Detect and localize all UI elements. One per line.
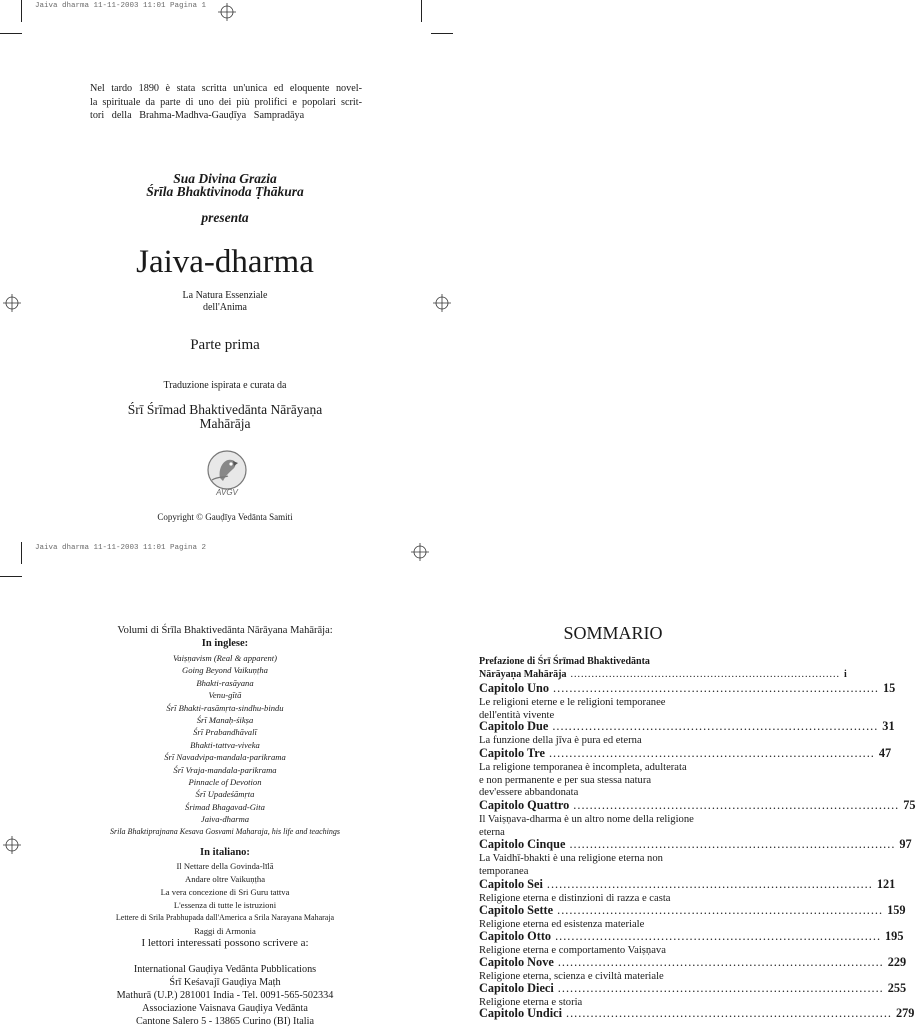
list-item: Śrī Manaḥ-śikṣa bbox=[196, 715, 254, 726]
intro-paragraph bbox=[90, 82, 362, 123]
toc-row bbox=[479, 929, 904, 944]
toc-entry-description: dev'essere abbandonata bbox=[479, 787, 579, 799]
list-item: Lettere di Srila Prabhupada dall'America a Srila Narayana Maharaja bbox=[115, 912, 335, 922]
list-item: Pinnacle of Devotion bbox=[188, 777, 262, 788]
list-item: Śrī Bhakti-rasāmṛta-sindhu-bindu bbox=[166, 702, 284, 713]
list-item: Śrimad Bhagavad-Gita bbox=[185, 801, 265, 812]
toc-entry-title: Nārāyaṇa Mahārāja bbox=[479, 669, 567, 680]
toc-page-number: 279 bbox=[895, 1006, 915, 1020]
toc-leader-dots: ................................................................................ bbox=[569, 837, 896, 851]
toc-entry-description: temporanea bbox=[479, 865, 529, 877]
registration-mark-icon bbox=[3, 294, 21, 312]
author-line: Sua Divina Grazia bbox=[173, 171, 277, 186]
author-name: Śrīla Bhaktivinoda Ṭhākura bbox=[146, 184, 304, 199]
address-line: Associazione Vaisnava Gauḍiya Vedānta bbox=[142, 1003, 308, 1014]
toc-leader-dots: ................................................................................ bbox=[557, 903, 884, 917]
toc-row bbox=[479, 981, 907, 996]
toc-entry-title: Capitolo Nove bbox=[479, 955, 554, 969]
address-line: Mathurā (U.P.) 281001 India - Tel. 0091-565-502334 bbox=[116, 990, 334, 1001]
volumes-heading: Volumi di Śrīla Bhaktivedānta Nārāyana Mahārāja: bbox=[117, 625, 333, 636]
crop-mark bbox=[421, 0, 422, 22]
toc-entry-description: La religione temporanea è incompleta, adulterata bbox=[479, 762, 687, 773]
crop-mark bbox=[431, 33, 453, 34]
toc-entry-description: Religione eterna ed esistenza materiale bbox=[479, 919, 645, 930]
subtitle-line: dell'Anima bbox=[202, 302, 247, 313]
toc-page-number: i bbox=[844, 669, 847, 680]
toc-entry-title: Capitolo Undici bbox=[479, 1006, 563, 1020]
toc-entry-description: Il Vaiṣṇava-dharma è un altro nome della religione bbox=[479, 814, 694, 825]
page1-header: Jaiva dharma 11-11-2003 11:01 Pagina 1 bbox=[35, 2, 207, 10]
toc-entry-description: Religione eterna e comportamento Vaiṣṇava bbox=[479, 945, 666, 956]
toc-page-number: 31 bbox=[882, 719, 895, 733]
page2-header: Jaiva dharma 11-11-2003 11:01 Pagina 2 bbox=[35, 544, 207, 552]
toc-row bbox=[479, 837, 912, 852]
toc-leader-dots: ................................................................................ bbox=[557, 981, 884, 995]
translator-name: Śrī Śrīmad Bhaktivedānta Nārāyaṇa bbox=[127, 402, 323, 417]
toc-entry-title: Capitolo Due bbox=[479, 719, 549, 733]
toc-row-preface bbox=[479, 669, 847, 680]
intro-line: tori della Brahma-Madhva-Gauḍīya Sampradāya bbox=[90, 110, 305, 121]
toc-entry-description: La Vaidhī-bhakti è una religione eterna non bbox=[479, 853, 663, 864]
list-item: Śrī Prabandhāvalī bbox=[193, 727, 257, 738]
toc-entry-description: Religione eterna, scienza e civiltà materiale bbox=[479, 971, 664, 982]
toc-page-number: 75 bbox=[903, 798, 916, 812]
address-line: International Gauḍiya Vedānta Pubblications bbox=[133, 964, 317, 975]
presenta-label: presenta bbox=[201, 210, 249, 225]
list-item: Il Nettare della Govinda-līlā bbox=[176, 861, 274, 871]
toc-row bbox=[479, 681, 896, 696]
list-item: Jaiva-dharma bbox=[200, 814, 250, 825]
intro-line: Nel tardo 1890 è stata scritta un'unica ed eloquente novel- bbox=[90, 83, 362, 94]
list-item: Raggi di Armonia bbox=[194, 925, 256, 936]
toc-row bbox=[479, 877, 896, 892]
list-item: Bhakti-rasāyana bbox=[196, 677, 254, 688]
italian-heading: In italiano: bbox=[200, 847, 250, 858]
toc-row bbox=[479, 1006, 915, 1021]
translator-name: Mahārāja bbox=[199, 416, 251, 431]
toc-entry-title: Capitolo Tre bbox=[479, 746, 545, 760]
part-label: Parte prima bbox=[190, 337, 260, 353]
toc-entry-description: dell'entità vivente bbox=[479, 709, 555, 721]
toc-leader-dots: ................................................................................ bbox=[566, 1006, 892, 1020]
english-titles-list bbox=[90, 652, 360, 838]
toc-row bbox=[479, 798, 916, 813]
toc-entry-description: La funzione della jīva è pura ed eterna bbox=[479, 735, 642, 746]
toc-entry-description: Religione eterna e storia bbox=[479, 997, 583, 1008]
english-heading: In inglese: bbox=[201, 638, 249, 649]
registration-mark-icon bbox=[3, 836, 21, 854]
translation-note: Traduzione ispirata e curata da bbox=[163, 380, 287, 391]
crop-mark bbox=[0, 33, 22, 34]
toc-leader-dots: ................................................................................ bbox=[548, 746, 875, 760]
toc-entry-description: Le religioni eterne e le religioni temporanee bbox=[479, 697, 666, 708]
toc-entry-description: e non permanente e per sua stessa natura bbox=[479, 774, 652, 786]
toc-title: SOMMARIO bbox=[563, 623, 663, 643]
list-item: Srila Bhaktiprajnana Kesava Gosvami Maharaja, his life and teachings bbox=[110, 826, 340, 836]
list-item: Śrī Vraja-mandala-parikrama bbox=[173, 764, 277, 775]
toc-page-number: 15 bbox=[882, 681, 896, 695]
toc-entry-title: Capitolo Sette bbox=[479, 903, 554, 917]
registration-mark-icon bbox=[411, 543, 429, 561]
toc-leader-dots: ................................................................................ bbox=[555, 929, 882, 943]
toc-row bbox=[479, 746, 892, 761]
italian-titles-list bbox=[90, 860, 360, 937]
toc-page-number: 121 bbox=[876, 877, 896, 891]
toc-entry-title: Capitolo Dieci bbox=[479, 981, 554, 995]
publisher-logo bbox=[204, 448, 250, 500]
copyright: Copyright © Gauḍīya Vedānta Samiti bbox=[157, 512, 293, 522]
toc-row bbox=[479, 955, 907, 970]
registration-mark-icon bbox=[433, 294, 451, 312]
toc-entry-title: Capitolo Otto bbox=[479, 929, 552, 943]
address-line: Cantone Salero 5 - 13865 Curino (BI) Italia bbox=[136, 1016, 314, 1027]
list-item: Going Beyond Vaikuṇṭha bbox=[182, 665, 268, 676]
list-item: Venu-gītā bbox=[208, 690, 242, 701]
toc-leader-dots: ............................................................................. bbox=[570, 669, 840, 680]
address-line: Śrī Keśavajī Gauḍiya Maṭh bbox=[169, 977, 281, 988]
toc-page-number: 47 bbox=[878, 746, 892, 760]
toc-leader-dots: ................................................................................ bbox=[546, 877, 873, 891]
toc-leader-dots: ................................................................................ bbox=[553, 681, 879, 695]
book-title: Jaiva-dharma bbox=[136, 244, 314, 280]
list-item: L'essenza di tutte le istruzioni bbox=[173, 899, 277, 910]
toc-leader-dots: ................................................................................ bbox=[573, 798, 900, 812]
write-to-note: I lettori interessati possono scrivere a: bbox=[141, 937, 309, 949]
toc-page-number: 159 bbox=[887, 903, 906, 917]
list-item: La vera concezione di Sri Guru tattva bbox=[160, 886, 290, 897]
toc-page-number: 255 bbox=[887, 981, 907, 995]
toc-leader-dots: ................................................................................ bbox=[552, 719, 879, 733]
toc-entry-title: Capitolo Sei bbox=[479, 877, 543, 891]
toc-page-number: 97 bbox=[899, 837, 912, 851]
toc-page-number: 229 bbox=[887, 955, 907, 969]
toc-entry-description: Religione eterna e distinzioni di razza e casta bbox=[479, 893, 671, 904]
list-item: Śrī Navadvipa-mandala-parikrama bbox=[164, 752, 286, 763]
intro-line: la spirituale da parte di uno dei più prolifici e popolari scrit- bbox=[90, 96, 362, 108]
toc-leader-dots: ................................................................................ bbox=[557, 955, 884, 969]
logo-text: AVGV bbox=[216, 488, 238, 497]
address-block bbox=[90, 963, 360, 1028]
toc-row bbox=[479, 903, 906, 918]
registration-mark-icon bbox=[218, 3, 236, 21]
subtitle-line: La Natura Essenziale bbox=[182, 290, 268, 301]
toc-entry-title: Capitolo Uno bbox=[479, 681, 550, 695]
crop-mark bbox=[21, 0, 22, 22]
toc-row bbox=[479, 719, 895, 734]
toc-entry-description: eterna bbox=[479, 826, 505, 838]
crop-mark bbox=[0, 576, 22, 577]
toc-page-number: 195 bbox=[885, 929, 904, 943]
preface-line: Prefazione di Śrī Śrīmad Bhaktivedānta bbox=[479, 656, 650, 667]
list-item: Śrī Upadeśāmṛta bbox=[195, 789, 255, 800]
toc-entry-title: Capitolo Cinque bbox=[479, 837, 566, 851]
list-item: Vaiṣṇavism (Real & apparent) bbox=[173, 653, 277, 663]
list-item: Bhakti-tattva-viveka bbox=[190, 739, 260, 750]
crop-mark bbox=[21, 542, 22, 564]
list-item: Andare oltre Vaikuṇṭha bbox=[184, 873, 266, 884]
toc-entry-title: Capitolo Quattro bbox=[479, 798, 570, 812]
